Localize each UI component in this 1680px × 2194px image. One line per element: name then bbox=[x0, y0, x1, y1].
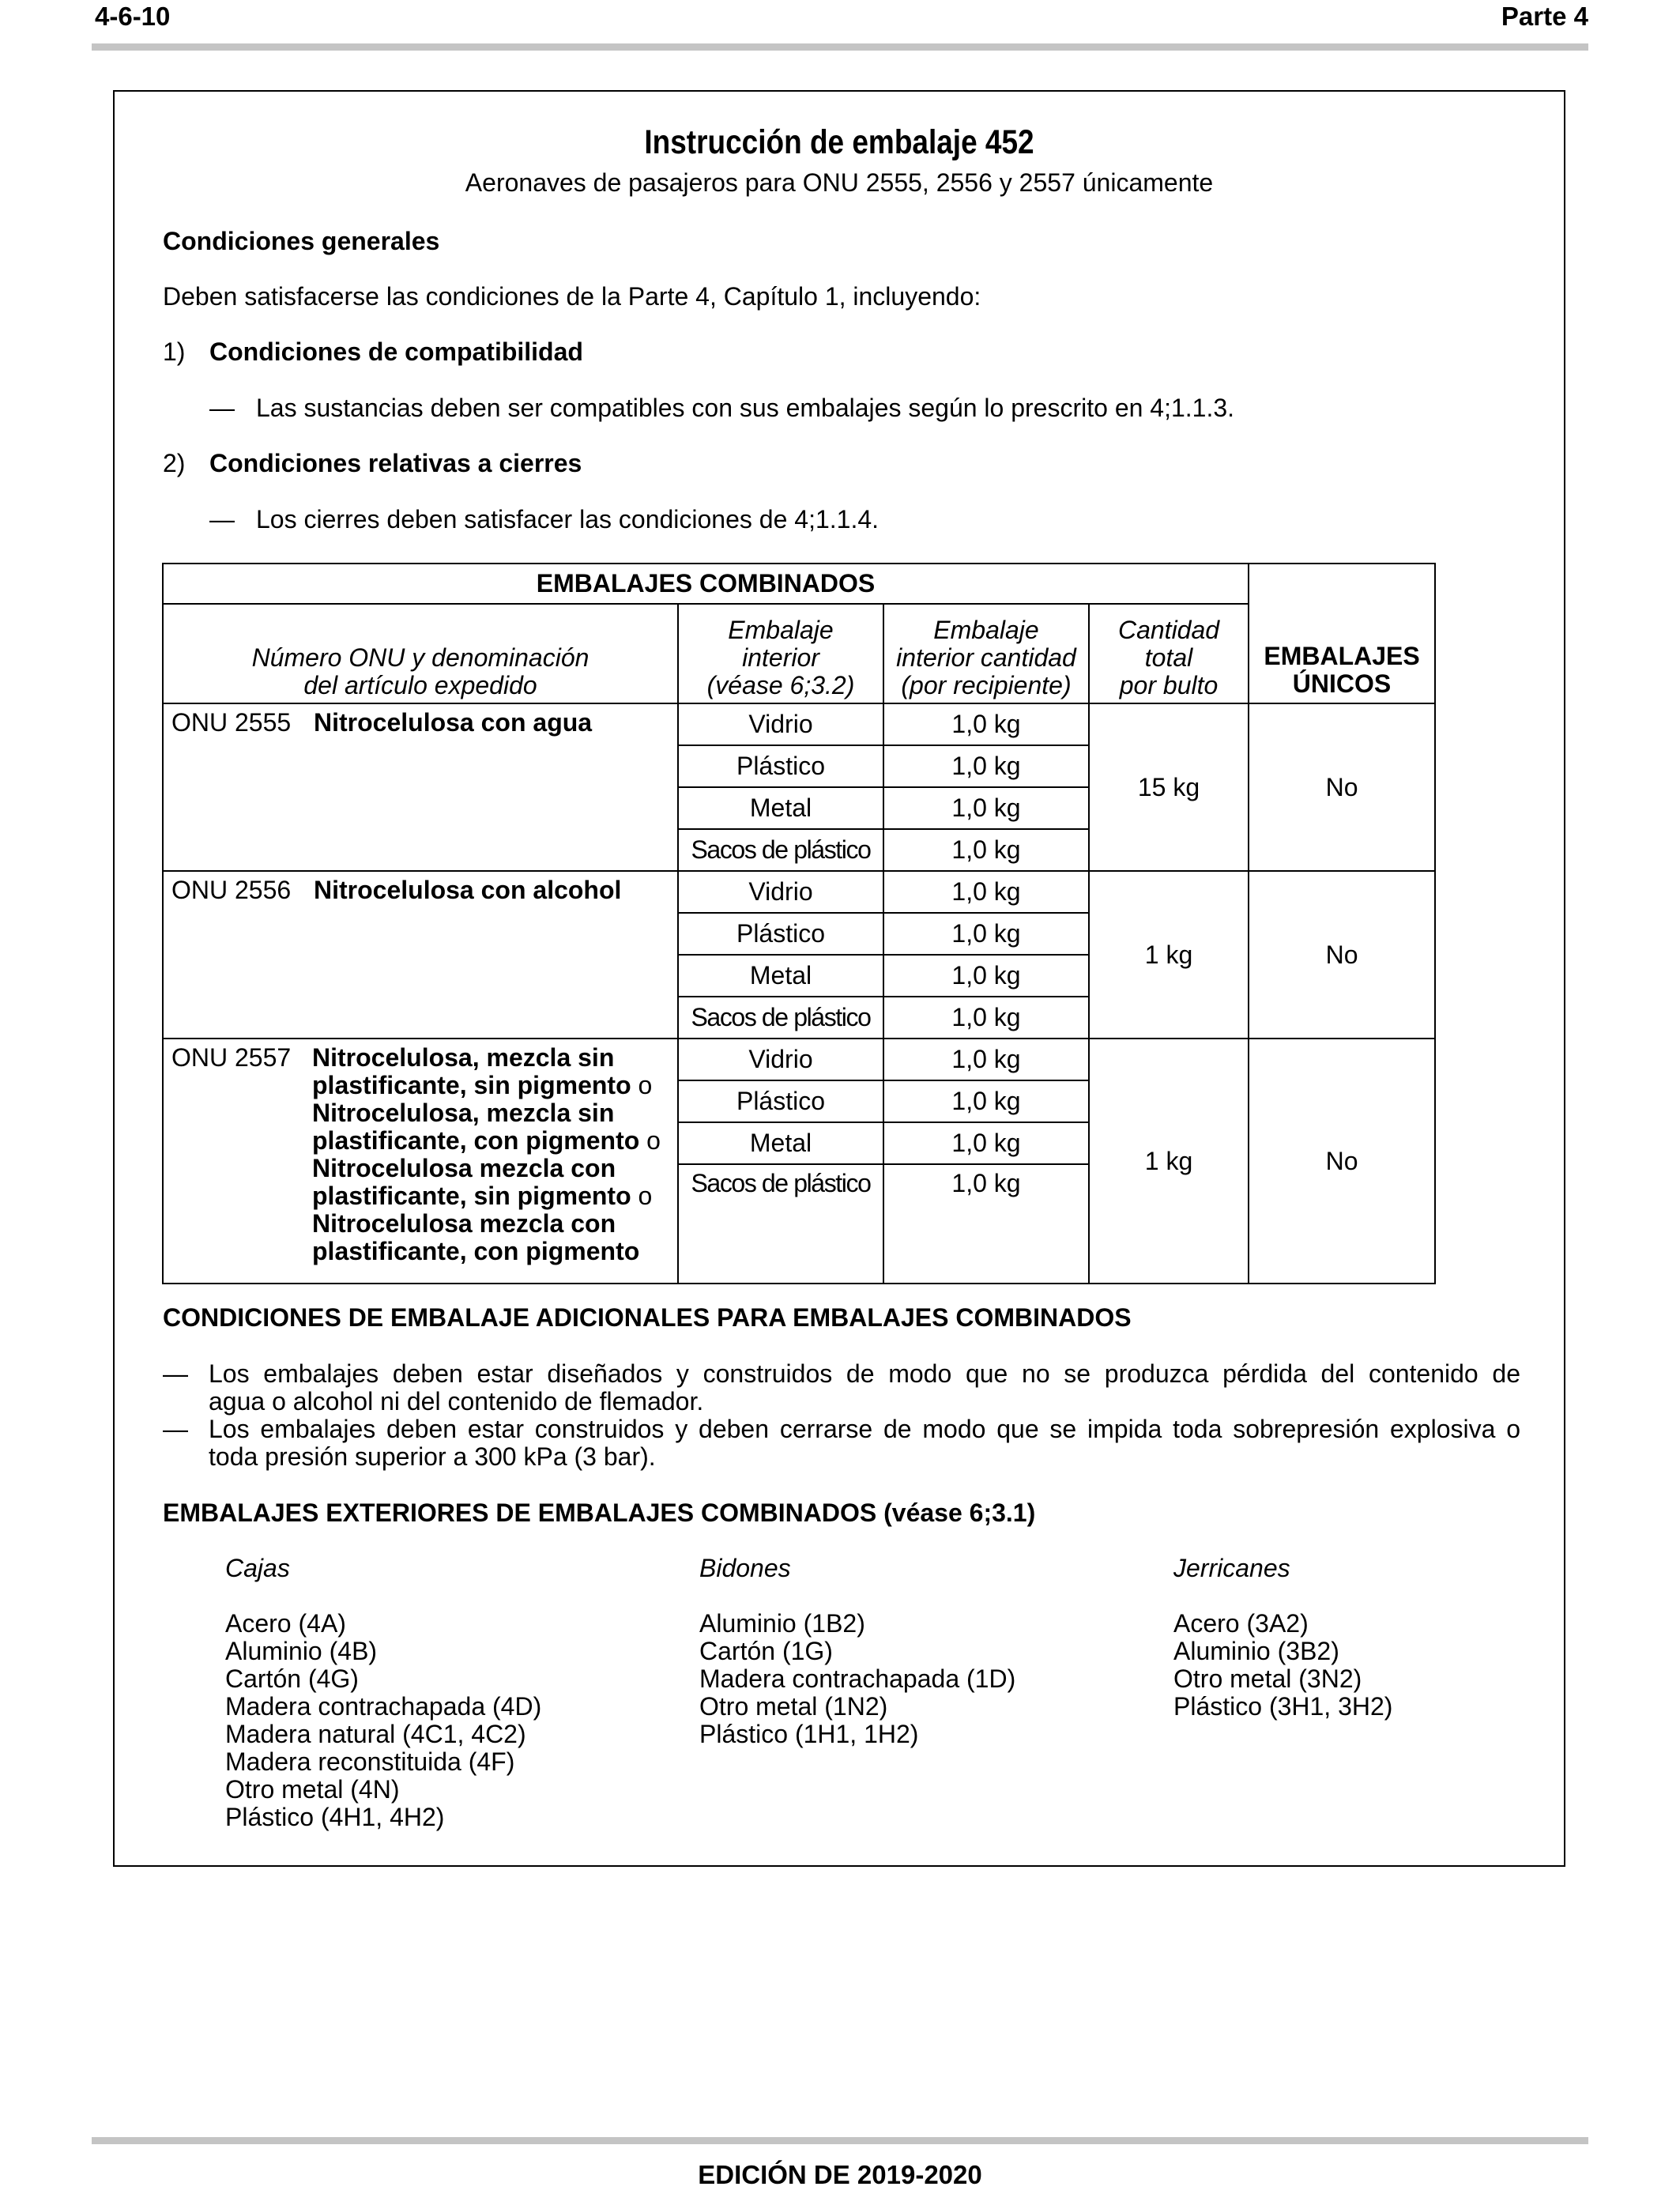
col-total-header: Cantidad total por bulto bbox=[1089, 604, 1249, 703]
inner-packaging: Metal bbox=[678, 787, 883, 829]
single-packaging: No bbox=[1249, 703, 1435, 871]
cond1-number: 1) bbox=[163, 337, 186, 366]
table-header-row bbox=[163, 564, 1435, 604]
un2555-cell: ONU 2555 Nitrocelulosa con agua bbox=[163, 703, 678, 871]
general-intro: Deben satisfacerse las condiciones de la Parte 4, Capítulo 1, incluyendo: bbox=[163, 282, 981, 311]
outer-column-cajas bbox=[225, 1555, 541, 1831]
edition-footer: EDICIÓN DE 2019-2020 bbox=[698, 2160, 982, 2189]
cond1-dash: — bbox=[209, 394, 235, 422]
combined-header: EMBALAJES COMBINADOS bbox=[163, 564, 1249, 604]
inner-packaging: Plástico bbox=[678, 913, 883, 955]
list-item: Cartón (4G) bbox=[225, 1664, 359, 1693]
inner-packaging: Sacos de plástico bbox=[678, 997, 883, 1039]
col-inner-header: Embalaje interior (véase 6;3.2) bbox=[678, 604, 883, 703]
inner-quantity: 1,0 kg bbox=[883, 871, 1089, 913]
list-item: Acero (4A) bbox=[225, 1609, 346, 1638]
packing-table bbox=[162, 563, 1436, 1284]
inner-quantity: 1,0 kg bbox=[883, 1122, 1089, 1164]
outer-column-bidones bbox=[699, 1555, 1015, 1748]
additional-item-2-line-1: Los embalajes deben estar construidos y deben cerrarse de modo que se impida toda sobrepresión explosiva o bbox=[209, 1415, 1520, 1443]
single-header: EMBALAJES ÚNICOS bbox=[1249, 564, 1435, 703]
inner-packaging: Metal bbox=[678, 1122, 883, 1164]
additional-item-2-dash: — bbox=[163, 1415, 188, 1443]
instruction-title: Instrucción de embalaje 452 bbox=[644, 123, 1034, 161]
column-title: Jerricanes bbox=[1173, 1554, 1290, 1582]
single-packaging: No bbox=[1249, 871, 1435, 1039]
total-per-package: 15 kg bbox=[1089, 703, 1249, 871]
inner-packaging: Plástico bbox=[678, 1080, 883, 1122]
inner-packaging: Vidrio bbox=[678, 703, 883, 745]
inner-quantity: 1,0 kg bbox=[883, 703, 1089, 745]
un2556-cell: ONU 2556 Nitrocelulosa con alcohol bbox=[163, 871, 678, 1039]
list-item: Aluminio (4B) bbox=[225, 1637, 378, 1665]
inner-packaging-spacer bbox=[678, 1210, 883, 1284]
list-item: Madera natural (4C1, 4C2) bbox=[225, 1720, 526, 1748]
part-label: Parte 4 bbox=[1501, 2, 1588, 31]
page-number: 4-6-10 bbox=[95, 2, 171, 31]
additional-heading: CONDICIONES DE EMBALAJE ADICIONALES PARA EMBALAJES COMBINADOS bbox=[163, 1303, 1132, 1332]
list-item: Cartón (1G) bbox=[699, 1637, 833, 1665]
un2557-cell: ONU 2557 Nitrocelulosa, mezcla sin plastificante, sin pigmento o Nitrocelulosa, mezcla sin plastificante, con pigmento o Nitrocelulosa mezcla con plastificante, sin pigmento o Nitrocelulosa mezcla con plastificante, con pigmento bbox=[163, 1039, 678, 1284]
list-item: Madera contrachapada (4D) bbox=[225, 1692, 542, 1721]
cond2-title: Condiciones relativas a cierres bbox=[209, 449, 582, 477]
list-item: Plástico (1H1, 1H2) bbox=[699, 1720, 919, 1748]
inner-packaging: Vidrio bbox=[678, 871, 883, 913]
inner-quantity: 1,0 kg bbox=[883, 913, 1089, 955]
inner-quantity: 1,0 kg bbox=[883, 745, 1089, 787]
list-item: Otro metal (1N2) bbox=[699, 1692, 888, 1721]
additional-item-1-line-1: Los embalajes deben estar diseñados y construidos de modo que no se produzca pérdida del contenido de bbox=[209, 1359, 1520, 1388]
inner-packaging: Metal bbox=[678, 955, 883, 997]
inner-quantity-spacer bbox=[883, 1210, 1089, 1284]
inner-packaging: Plástico bbox=[678, 745, 883, 787]
inner-quantity: 1,0 kg bbox=[883, 1164, 1089, 1210]
inner-quantity: 1,0 kg bbox=[883, 955, 1089, 997]
general-heading: Condiciones generales bbox=[163, 227, 440, 255]
list-item: Otro metal (3N2) bbox=[1173, 1664, 1362, 1693]
table-row bbox=[163, 703, 1435, 745]
table-row bbox=[163, 871, 1435, 913]
instruction-frame bbox=[113, 90, 1565, 1867]
list-item: Madera contrachapada (1D) bbox=[699, 1664, 1016, 1693]
list-item: Acero (3A2) bbox=[1173, 1609, 1309, 1638]
additional-item-1-dash: — bbox=[163, 1359, 188, 1388]
instruction-subtitle: Aeronaves de pasajeros para ONU 2555, 2556 y 2557 únicamente bbox=[465, 168, 1214, 197]
inner-quantity: 1,0 kg bbox=[883, 997, 1089, 1039]
inner-quantity: 1,0 kg bbox=[883, 829, 1089, 871]
list-item: Aluminio (3B2) bbox=[1173, 1637, 1339, 1665]
cond2-number: 2) bbox=[163, 449, 186, 477]
column-title: Cajas bbox=[225, 1554, 290, 1582]
single-packaging: No bbox=[1249, 1039, 1435, 1284]
cond1-text: Las sustancias deben ser compatibles con sus embalajes según lo prescrito en 4;1.1.3. bbox=[256, 394, 1235, 422]
col-qty-header: Embalaje interior cantidad (por recipiente) bbox=[883, 604, 1089, 703]
inner-packaging: Sacos de plástico bbox=[678, 1164, 883, 1210]
inner-packaging: Vidrio bbox=[678, 1039, 883, 1080]
header-rule bbox=[92, 43, 1588, 51]
outer-heading: EMBALAJES EXTERIORES DE EMBALAJES COMBINADOS (véase 6;3.1) bbox=[163, 1498, 1036, 1527]
inner-quantity: 1,0 kg bbox=[883, 1039, 1089, 1080]
list-item: Madera reconstituida (4F) bbox=[225, 1747, 515, 1776]
table-row bbox=[163, 1039, 1435, 1080]
additional-item-1-line-2: agua o alcohol ni del contenido de flemador. bbox=[209, 1387, 704, 1416]
list-item: Plástico (3H1, 3H2) bbox=[1173, 1692, 1393, 1721]
inner-quantity: 1,0 kg bbox=[883, 787, 1089, 829]
list-item: Otro metal (4N) bbox=[225, 1775, 400, 1804]
outer-column-jerricanes bbox=[1173, 1555, 1392, 1721]
total-per-package: 1 kg bbox=[1089, 871, 1249, 1039]
cond2-text: Los cierres deben satisfacer las condiciones de 4;1.1.4. bbox=[256, 505, 880, 533]
inner-packaging: Sacos de plástico bbox=[678, 829, 883, 871]
list-item: Aluminio (1B2) bbox=[699, 1609, 865, 1638]
table-subheader-row bbox=[163, 604, 1435, 703]
cond2-dash: — bbox=[209, 505, 235, 533]
column-title: Bidones bbox=[699, 1554, 791, 1582]
footer-rule bbox=[92, 2137, 1588, 2144]
additional-item-2-line-2: toda presión superior a 300 kPa (3 bar). bbox=[209, 1442, 656, 1471]
cond1-title: Condiciones de compatibilidad bbox=[209, 337, 583, 366]
col-name-header: Número ONU y denominación del artículo expedido bbox=[163, 604, 678, 703]
list-item: Plástico (4H1, 4H2) bbox=[225, 1803, 445, 1831]
total-per-package: 1 kg bbox=[1089, 1039, 1249, 1284]
inner-quantity: 1,0 kg bbox=[883, 1080, 1089, 1122]
